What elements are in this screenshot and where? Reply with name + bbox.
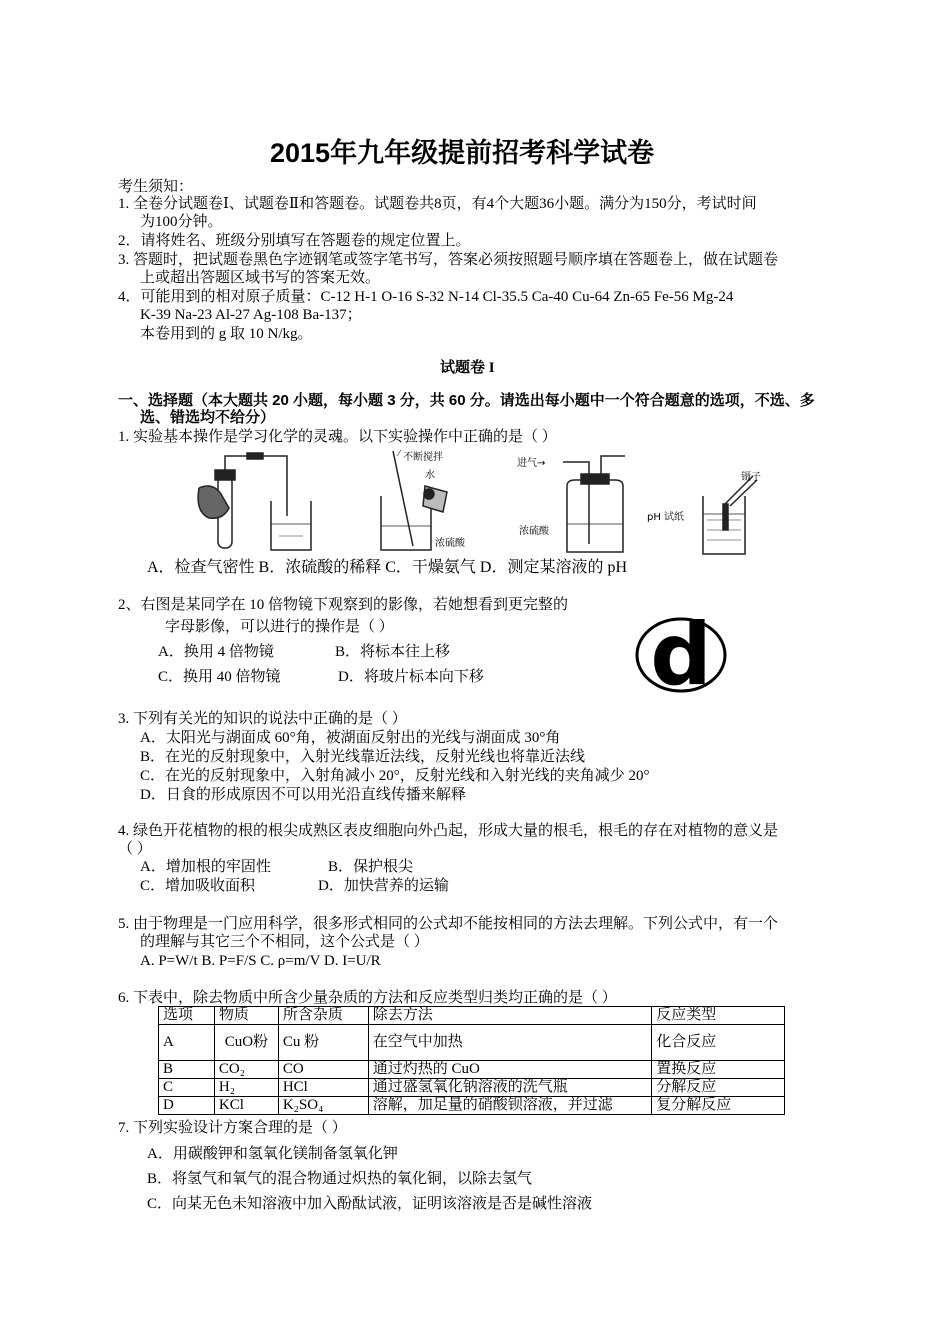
q5-stem-cont: 的理解与其它三个不相同，这个公式是（ ）	[140, 934, 429, 950]
part1-heading: 一、选择题（本大题共 20 小题，每小题 3 分，共 60 分。请选出每小题中一个符合题意的选项，不选、多	[118, 392, 815, 409]
table-cell: K₂SO₄	[278, 1097, 368, 1115]
table-cell: H₂	[214, 1079, 278, 1097]
table-header-row	[159, 1007, 785, 1025]
table-row	[159, 1061, 785, 1079]
table-row	[159, 1025, 785, 1061]
q4-option-c: C．增加吸收面积	[140, 878, 256, 894]
table-cell: 通过灼热的 CuO	[368, 1061, 651, 1079]
table-cell: HCl	[278, 1079, 368, 1097]
notice-line: 本卷用到的 g 取 10 N/kg。	[140, 326, 313, 342]
q1-stem: 1. 实验基本操作是学习化学的灵魂。以下实验操作中正确的是（ ）	[118, 429, 557, 445]
q7-option-b: B．将氢气和氧气的混合物通过炽热的氧化铜，以除去氢气	[147, 1171, 533, 1187]
table-row	[159, 1079, 785, 1097]
q4-stem-cont: （ ）	[118, 841, 152, 857]
table-cell: D	[159, 1097, 215, 1115]
table-row	[159, 1097, 785, 1115]
q5-stem: 5. 由于物理是一门应用科学，很多形式相同的公式却不能按相同的方法去理解。下列公式中，有一个	[118, 916, 779, 932]
q7-option-c: C．向某无色未知溶液中加入酚酞试液，证明该溶液是否是碱性溶液	[147, 1196, 593, 1212]
microscope-view-figure	[634, 616, 728, 694]
acid-label: 浓硫酸	[435, 538, 465, 549]
q4-option-a: A．增加根的牢固性	[140, 859, 271, 875]
table-cell: 复分解反应	[652, 1097, 785, 1115]
table-cell: 化合反应	[652, 1025, 785, 1061]
notice-heading: 考生须知：	[118, 179, 194, 195]
notice-line: 4．可能用到的相对原子质量：C-12 H-1 O-16 S-32 N-14 Cl-35.5 Ca-40 Cu-64 Zn-65 Fe-56 Mg-24	[118, 289, 734, 305]
q7-stem: 7. 下列实验设计方案合理的是（ ）	[118, 1120, 347, 1136]
q2-option-c: C．换用 40 倍物镜	[158, 669, 281, 685]
notice-line: 3. 答题时，把试题卷黑色字迹钢笔或签字笔书写，答案必须按照题号顺序填在答题卷上，做在试题卷	[118, 252, 779, 268]
ph-test-apparatus	[703, 476, 757, 554]
stir-label: 不断搅拌	[403, 452, 443, 463]
table-header: 所含杂质	[278, 1007, 368, 1025]
q2-stem-cont: 字母影像，可以进行的操作是（ ）	[165, 619, 394, 635]
q2-option-d: D．将玻片标本向下移	[338, 669, 484, 685]
notice-line: 上或超出答题区域书写的答案无效。	[140, 270, 381, 286]
q1-options: A．检查气密性 B．浓硫酸的稀释 C．干燥氨气 D．测定某溶液的 pH	[147, 559, 628, 576]
q5-options: A. P=W/t B. P=F/S C. ρ=m/V D. I=U/R	[140, 953, 381, 969]
table-cell: KCl	[214, 1097, 278, 1115]
table-header: 选项	[159, 1007, 215, 1025]
table-cell: 分解反应	[652, 1079, 785, 1097]
q4-option-d: D．加快营养的运输	[318, 878, 449, 894]
page-title: 2015年九年级提前招考科学试卷	[270, 138, 655, 168]
notice-line: K-39 Na-23 Al-27 Ag-108 Ba-137；	[140, 307, 362, 323]
table-cell: 置换反应	[652, 1061, 785, 1079]
notice-line: 1. 全卷分试题卷Ⅰ、试题卷Ⅱ和答题卷。试题卷共8页，有4个大题36小题。满分为150分，考试时间	[118, 196, 757, 212]
table-cell: C	[159, 1079, 215, 1097]
table-cell: 溶解，加足量的硝酸钡溶液，并过滤	[368, 1097, 651, 1115]
table-cell: 在空气中加热	[368, 1025, 651, 1061]
q3-option-c: C．在光的反射现象中，入射角减小 20°，反射光线和入射光线的夹角减少 20°	[140, 768, 650, 784]
water-label: 水	[425, 470, 435, 481]
microscope-letter: d	[650, 616, 712, 694]
table-header: 物质	[214, 1007, 278, 1025]
airtightness-apparatus	[198, 453, 311, 550]
q4-option-b: B．保护根尖	[328, 859, 414, 875]
table-cell: CO	[278, 1061, 368, 1079]
part1-heading-cont: 选、错选均不给分）	[140, 409, 276, 426]
table-cell: CuO粉	[214, 1025, 278, 1061]
table-cell: Cu 粉	[278, 1025, 368, 1061]
notice-line: 2．请将姓名、班级分别填写在答题卷的规定位置上。	[118, 233, 471, 249]
table-header: 除去方法	[368, 1007, 651, 1025]
drying-bottle	[563, 456, 625, 552]
table-cell: A	[159, 1025, 215, 1061]
table-cell: CO₂	[214, 1061, 278, 1079]
tweezers-label: 镊子	[741, 472, 761, 483]
section-title: 试题卷 I	[440, 360, 495, 376]
q7-option-a: A．用碳酸钾和氢氧化镁制备氢氧化钾	[147, 1146, 398, 1162]
q4-stem: 4. 绿色开花植物的根的根尖成熟区表皮细胞向外凸起，形成大量的根毛，根毛的存在对植物的意义是	[118, 823, 779, 839]
q1-figure	[185, 446, 765, 558]
table-header: 反应类型	[652, 1007, 785, 1025]
notice-line: 为100分钟。	[140, 214, 223, 230]
q6-table	[158, 1006, 785, 1115]
q3-option-b: B．在光的反射现象中，入射光线靠近法线，反射光线也将靠近法线	[140, 749, 586, 765]
dilution-apparatus	[381, 450, 447, 550]
q2-option-a: A．换用 4 倍物镜	[158, 644, 274, 660]
q2-option-b: B．将标本往上移	[335, 644, 451, 660]
q3-stem: 3. 下列有关光的知识的说法中正确的是（ ）	[118, 711, 407, 727]
q3-option-a: A．太阳光与湖面成 60°角，被湖面反射出的光线与湖面成 30°角	[140, 730, 561, 746]
q2-stem: 2、右图是某同学在 10 倍物镜下观察到的影像，若她想看到更完整的	[118, 597, 569, 613]
table-cell: 通过盛氢氧化钠溶液的洗气瓶	[368, 1079, 651, 1097]
gas-in-label: 进气→	[517, 458, 546, 469]
table-cell: B	[159, 1061, 215, 1079]
acid2-label: 浓硫酸	[519, 526, 549, 537]
q6-stem: 6. 下表中，除去物质中所含少量杂质的方法和反应类型归类均正确的是（ ）	[118, 990, 617, 1006]
q3-option-d: D．日食的形成原因不可以用光沿直线传播来解释	[140, 787, 466, 803]
ph-paper-label: pH 试纸	[647, 512, 685, 523]
